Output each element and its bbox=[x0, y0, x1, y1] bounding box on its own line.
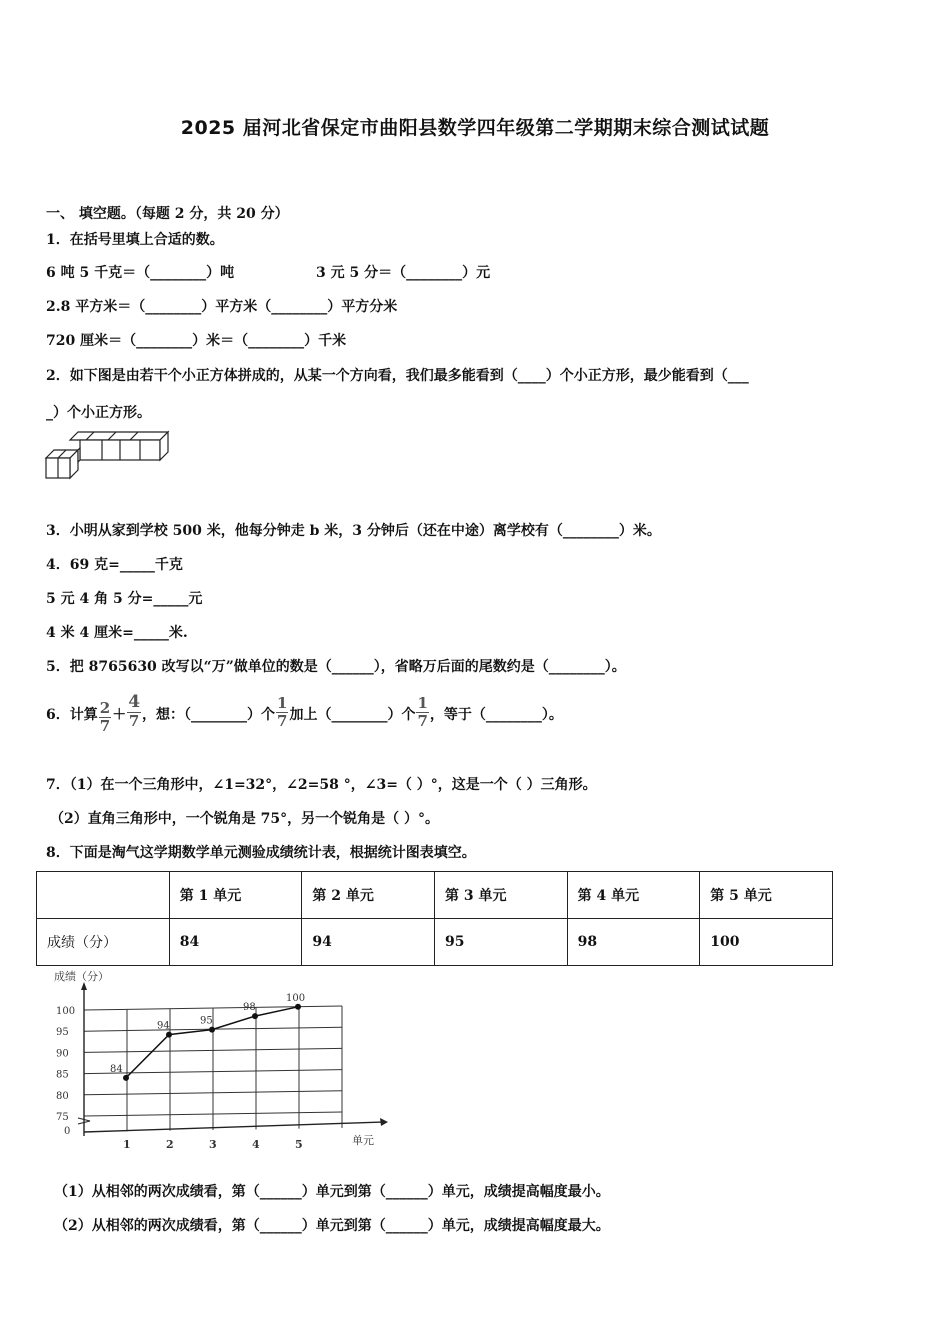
q6-mid2: 加上（________）个 bbox=[289, 707, 416, 723]
q2-line1: 2．如下图是由若干个小正方体拼成的，从某一个方向看，我们最多能看到（____）个小正方形，最少能看到（___ bbox=[46, 368, 749, 384]
cubes-figure bbox=[44, 430, 172, 482]
q6-fraction-4: $\frac{1}{7}$ bbox=[417, 693, 428, 730]
y-axis-arrow bbox=[81, 982, 87, 990]
x-axis-arrow bbox=[380, 1118, 388, 1126]
x-tick-label: 5 bbox=[295, 1138, 303, 1151]
q8-sub2: （2）从相邻的两次成绩看，第（______）单元到第（______）单元，成绩提高幅度最大。 bbox=[54, 1218, 610, 1234]
section-heading: 一、 填空题。（每题 2 分，共 20 分） bbox=[46, 206, 289, 222]
table-row bbox=[37, 919, 833, 966]
x-tick-label: 1 bbox=[123, 1138, 131, 1151]
data-point bbox=[295, 1004, 301, 1010]
q1-line1b: 3 元 5 分＝（________）元 bbox=[316, 265, 491, 281]
table-header-cell: 第 1 单元 bbox=[169, 872, 302, 919]
data-label: 100 bbox=[286, 992, 306, 1004]
q3-text: 3．小明从家到学校 500 米，他每分钟走 b 米，3 分钟后（还在中途）离学校有（________）米。 bbox=[46, 523, 661, 539]
line-chart bbox=[40, 968, 400, 1150]
y-axis-label: 成绩（分） bbox=[54, 970, 109, 983]
table-header-cell: 第 5 单元 bbox=[700, 872, 833, 919]
q2-line2: _）个小正方形。 bbox=[46, 405, 151, 421]
y-tick-label: 100 bbox=[56, 1006, 76, 1017]
q6-fraction-1: $\frac{2}{7}$ bbox=[99, 698, 111, 735]
q6-plus: ＋ bbox=[112, 707, 127, 723]
x-axis bbox=[84, 1122, 384, 1132]
q6-mid1: ，想：（________）个 bbox=[142, 707, 276, 723]
q6-fraction-3: $\frac{1}{7}$ bbox=[277, 693, 288, 730]
q8-stem: 8．下面是淘气这学期数学单元测验成绩统计表，根据统计图表填空。 bbox=[46, 845, 476, 861]
q4-line1: 4．69 克=_____千克 bbox=[46, 557, 183, 573]
q7-line1: 7．（1）在一个三角形中，∠1=32°，∠2=58 °，∠3=（ ）°，这是一个（ ）三角形。 bbox=[46, 777, 597, 793]
q4-line2: 5 元 4 角 5 分=_____元 bbox=[46, 591, 203, 607]
table-header-cell bbox=[37, 872, 170, 919]
data-label: 98 bbox=[243, 1002, 256, 1014]
data-point bbox=[252, 1013, 258, 1019]
x-tick-label: 3 bbox=[209, 1138, 217, 1151]
data-point bbox=[123, 1075, 129, 1081]
y-tick-label: 85 bbox=[56, 1069, 69, 1081]
x-tick-label: 4 bbox=[252, 1138, 260, 1151]
page-title: 2025 届河北省保定市曲阳县数学四年级第二学期期末综合测试试题 bbox=[180, 117, 770, 139]
table-cell: 98 bbox=[567, 919, 700, 966]
q4-line3: 4 米 4 厘米=_____米. bbox=[46, 625, 188, 641]
y-tick-label: 0 bbox=[64, 1126, 71, 1137]
q7-line2: （2）直角三角形中，一个锐角是 75°，另一个锐角是（ ）°。 bbox=[50, 811, 439, 827]
table-cell: 成绩（分） bbox=[37, 919, 170, 966]
scores-table bbox=[36, 871, 833, 966]
data-label: 84 bbox=[110, 1063, 123, 1075]
y-tick-label: 90 bbox=[56, 1048, 69, 1060]
x-axis-label: 单元 bbox=[352, 1134, 374, 1147]
y-tick-label: 80 bbox=[56, 1090, 69, 1102]
table-cell: 84 bbox=[169, 919, 302, 966]
table-cell: 94 bbox=[302, 919, 435, 966]
x-tick-label: 2 bbox=[166, 1138, 174, 1151]
q6-line bbox=[46, 688, 563, 740]
q1-stem: 1．在括号里填上合适的数。 bbox=[46, 232, 224, 248]
q6-prefix: 6．计算 bbox=[46, 707, 98, 723]
q1-line3: 720 厘米＝（________）米＝（________）千米 bbox=[46, 333, 347, 349]
data-point bbox=[209, 1027, 215, 1033]
table-header-cell: 第 4 单元 bbox=[567, 872, 700, 919]
q8-sub1: （1）从相邻的两次成绩看，第（______）单元到第（______）单元，成绩提高幅度最小。 bbox=[54, 1184, 610, 1200]
q5-text: 5．把 8765630 改写以“万”做单位的数是（______），省略万后面的尾数约是（________）。 bbox=[46, 659, 626, 675]
table-header-cell: 第 2 单元 bbox=[302, 872, 435, 919]
data-point bbox=[166, 1032, 172, 1038]
q6-fraction-2: $\frac{4}{7}$ bbox=[128, 691, 141, 730]
q1-line2: 2.8 平方米＝（________）平方米（________）平方分米 bbox=[46, 299, 398, 315]
table-header-cell: 第 3 单元 bbox=[435, 872, 568, 919]
data-label: 95 bbox=[200, 1015, 213, 1027]
table-header-row bbox=[37, 872, 833, 919]
table-cell: 100 bbox=[700, 919, 833, 966]
y-tick-label: 75 bbox=[56, 1112, 69, 1123]
y-tick-label: 95 bbox=[56, 1027, 69, 1039]
q1-line1a: 6 吨 5 千克＝（________）吨 bbox=[46, 265, 235, 281]
data-label: 94 bbox=[157, 1020, 170, 1032]
q6-suffix: ，等于（________）。 bbox=[429, 707, 563, 723]
table-cell: 95 bbox=[435, 919, 568, 966]
